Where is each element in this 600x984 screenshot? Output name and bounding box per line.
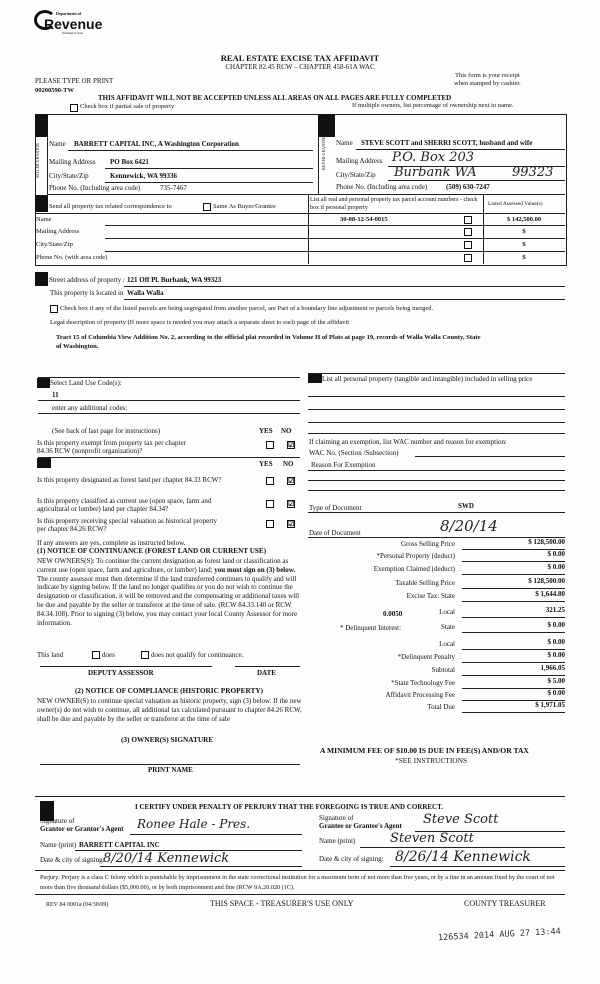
historical-yes-checkbox[interactable] — [266, 520, 274, 528]
personal-property-checkbox[interactable] — [464, 216, 472, 224]
line — [35, 894, 565, 895]
same-as-buyer-label: Same As Buyer/Grantee — [213, 203, 276, 210]
date-city-label: Date & city of signing: — [40, 856, 105, 864]
q-current-use: Is this property classified as current use (open space, farm and — [37, 497, 212, 505]
exempt-no-checkbox[interactable]: ☑ — [288, 441, 295, 449]
calc-label: *State Technology Fee — [391, 679, 455, 687]
delinquent-interest-label: * Delinquent Interest: — [340, 624, 402, 632]
name-print-label: Name (print) — [40, 841, 77, 849]
notice-compliance-text: NEW OWNER(S) to continue special valuation as historic property, sign (3) below. If the new owner(s) do not wish to continue, all additional tax calculated pursuant to chapter 84.26 RCW, shall be due and payable by the seller or transferor at the time of sale — [37, 697, 302, 723]
line — [308, 480, 565, 481]
calc-label: Exemption Claimed (deduct) — [373, 565, 455, 573]
legal-description-cont[interactable]: of Washington. — [56, 343, 99, 350]
personal-property-label: List all personal property (tangible and intangible) included in selling price — [322, 375, 533, 383]
street-address-label: Street address of property : — [49, 276, 125, 284]
assessed-value[interactable]: $ — [522, 228, 526, 235]
line — [105, 251, 308, 252]
line — [68, 150, 313, 151]
assessed-value[interactable]: $ — [522, 254, 526, 261]
line — [308, 238, 565, 239]
q-current-use-cont: agricultural or lumber) land per chapter 84.34? — [37, 505, 169, 513]
calc-label: State — [441, 623, 455, 631]
seller-side-label: SELLER GRANTOR — [35, 143, 40, 178]
grantor-print-name[interactable]: BARRETT CAPITAL INC — [79, 841, 160, 849]
form-title: REAL ESTATE EXCISE TAX AFFIDAVIT — [220, 53, 380, 63]
form-subtitle: CHAPTER 82.45 RCW – CHAPTER 458-61A WAC — [225, 63, 375, 71]
buyer-phone[interactable]: (509) 630-7247 — [446, 183, 490, 191]
line — [308, 490, 565, 491]
completion-warning: THIS AFFIDAVIT WILL NOT BE ACCEPTED UNLESS ALL AREAS ON ALL PAGES ARE FULLY COMPLETED — [98, 94, 452, 102]
assessed-value[interactable]: $ — [522, 241, 526, 248]
divider — [308, 194, 309, 264]
line — [308, 225, 565, 226]
logo-small-text: Department of — [56, 11, 81, 16]
seller-name-label: Name — [49, 140, 66, 148]
print-name-label: PRINT NAME — [148, 766, 193, 774]
perjury-notice: Perjury: Perjury is a class C felony which is punishable by imprisonment in the state correctional institution for a maximum term of not more than five years, or by a fine in an amount fixed by the court of not more than five thousand dollars ($5,000.00), or by both imprisonment and fine (RCW 9A.20.020 (1C). — [40, 874, 555, 891]
treasurer-use-label: THIS SPACE - TREASURER'S USE ONLY — [210, 899, 354, 908]
street-address[interactable]: 121 Off Pl. Burbank, WA 99323 — [127, 276, 222, 284]
doc-date-label: Date of Document — [309, 529, 361, 537]
logo-state: Washington State — [62, 31, 84, 35]
section-marker — [37, 458, 51, 468]
tax-correspondence-label: Send all property tax related correspondence to — [49, 203, 172, 210]
no-header: NO — [283, 460, 294, 468]
reason-label: Reason For Exemption — [311, 461, 376, 469]
notice-text: The county assessor must then determine if the land transferred continues to qualify and will indicate by signing below. If the land no longer qualifies or you do not wish to continue the designation or classification, it will be removed and the compensating or additional taxes will be due and payable by the seller or transferor at the time of sale. (RCW 84.33.140 or RCW 84.34.108). Prior to signing (3) below, you may contact your local County Assessor for more information. — [37, 574, 300, 627]
wac-input-line — [415, 456, 565, 457]
segregation-label: Check box if any of the listed parcels are being segregated from another parcel, are Part of a boundary line adjustment or parcels being merged. — [60, 305, 434, 312]
assessed-value-header: Listed Assessed Value(s) — [488, 201, 543, 207]
line — [105, 225, 308, 226]
located-in-label: This property is located in — [50, 289, 124, 297]
calc-line — [462, 561, 565, 562]
partial-sale-label: Check box if partial sale of property — [80, 103, 175, 110]
grantor-date-city[interactable]: 8/20/14 Kennewick — [103, 851, 230, 866]
logo-text: Revenue — [44, 16, 103, 32]
assessed-value[interactable]: $ 142,500.00 — [506, 216, 542, 223]
seller-mail[interactable]: PO Box 6421 — [110, 158, 149, 166]
line — [105, 238, 308, 239]
parcel-number[interactable]: 30-08-12-54-0015 — [340, 216, 388, 223]
notice-compliance-title: (2) NOTICE OF COMPLIANCE (HISTORIC PROPERTY) — [75, 686, 264, 695]
legal-description-label: Legal description of property (If more space is needed you may attach a separate sheet to each page of the affidavit — [50, 319, 350, 326]
local-tax-rate: 0.0050 — [383, 610, 403, 618]
calc-value[interactable]: $ 0.00 — [547, 638, 565, 646]
sig-of-label: Signature of — [40, 817, 75, 825]
calc-line — [462, 588, 565, 589]
receipt-stamp: 126534 2014 AUG 27 13:44 — [437, 926, 561, 944]
additional-codes-label[interactable]: enter any additional codes: — [52, 404, 128, 412]
grantor-signature[interactable]: Ronee Hale - Pres. — [137, 817, 251, 831]
section-marker — [318, 114, 335, 137]
buyer-zip[interactable]: 99323 — [512, 165, 554, 180]
calc-value[interactable]: $ 128,500.00 — [528, 538, 565, 546]
does-checkbox[interactable] — [92, 651, 100, 659]
line — [130, 834, 302, 835]
calc-line — [462, 574, 565, 575]
line — [38, 457, 300, 458]
form-id: 00200590-TW — [35, 87, 74, 94]
line — [40, 666, 212, 667]
line — [35, 213, 565, 214]
line — [38, 377, 300, 378]
section-marker — [35, 195, 48, 212]
line — [308, 409, 565, 410]
owner-signature-title: (3) OWNER(S) SIGNATURE — [121, 735, 214, 744]
calc-line — [462, 617, 565, 618]
line — [235, 666, 300, 667]
calc-label: Total Due — [427, 703, 455, 711]
calc-line — [462, 662, 565, 663]
this-land-label: This land — [37, 651, 64, 659]
section-marker — [35, 272, 48, 286]
personal-property-checkbox[interactable] — [464, 228, 472, 236]
line — [35, 796, 565, 797]
q-exempt: Is this property exempt from property tax per chapter — [37, 439, 186, 447]
notice-emphasis: you must sign on (3) below. — [214, 565, 296, 574]
calc-value[interactable]: $ 1,644.80 — [535, 590, 565, 598]
line — [105, 168, 313, 169]
historical-no-checkbox[interactable]: ☑ — [288, 520, 295, 528]
grantee-agent-label: Grantee or Grantee's Agent — [319, 822, 402, 830]
calc-label: Affidavit Processing Fee — [385, 691, 455, 699]
parcel-header: List all real and personal property tax parcel account numbers - check box if personal property — [310, 197, 478, 211]
legal-description[interactable]: Tract 15 of Columbia View Addition No. 2, according to the official plat recorded in Volume H of Plats at page 19, records of Walla Walla County, State — [56, 334, 481, 341]
revision-code: REV 84 0001a (04/30/09) — [46, 902, 109, 908]
calc-label: Gross Selling Price — [400, 540, 455, 548]
calc-value[interactable]: $ 0.00 — [547, 550, 565, 558]
forest-no-checkbox[interactable]: ☑ — [288, 477, 295, 485]
seller-phone[interactable]: 735-7467 — [160, 184, 187, 192]
seller-city-label: City/State/Zip — [49, 172, 89, 180]
line — [48, 194, 308, 195]
buyer-mail[interactable]: P.O. Box 203 — [392, 150, 475, 165]
line — [308, 470, 565, 471]
calc-value[interactable]: $ 0.00 — [547, 651, 565, 659]
calc-value[interactable]: $ 1,971.05 — [535, 701, 565, 709]
deputy-assessor-label: DEPUTY ASSESSOR — [88, 669, 154, 677]
line — [308, 512, 565, 513]
notice-continuance-text — [37, 557, 305, 627]
calc-label: Excise Tax: State — [406, 592, 455, 600]
county-treasurer-label: COUNTY TREASURER — [464, 899, 546, 908]
date-label: DATE — [257, 669, 276, 677]
buyer-city-label: City/State/Zip — [336, 171, 376, 179]
line — [308, 537, 565, 538]
if-yes-note: If any answers are yes, complete as instructed below. — [37, 539, 186, 547]
buyer-mail-label: Mailing Address — [336, 157, 383, 165]
type-print-note: PLEASE TYPE OR PRINT — [35, 77, 114, 85]
line — [100, 866, 302, 867]
line — [308, 422, 565, 423]
certification-title: I CERTIFY UNDER PENALTY OF PERJURY THAT THE FOREGOING IS TRUE AND CORRECT. — [135, 803, 444, 811]
does-not-checkbox[interactable] — [141, 651, 149, 659]
seller-mail-label: Mailing Address — [49, 158, 96, 166]
buyer-side-label: BUYER GRANTEE — [321, 136, 326, 170]
current-use-no-checkbox[interactable]: ☑ — [288, 500, 295, 508]
does-not-label: does not qualify for continuance. — [151, 651, 244, 659]
section-marker — [37, 378, 50, 388]
buyer-name[interactable]: STEVE SCOTT and SHERRI SCOTT, husband and wife — [361, 139, 533, 147]
line — [308, 194, 565, 195]
exemption-label: If claiming an exemption, list WAC number and reason for exemption: — [309, 438, 507, 446]
calc-line — [462, 712, 565, 713]
q-forest: Is this property designated as forest land per chapter 84.33 RCW? — [37, 476, 222, 484]
land-use-label: Select Land Use Code(s): — [50, 379, 122, 387]
section-marker — [308, 374, 322, 383]
located-in[interactable]: Walla Walla — [127, 289, 164, 297]
same-as-buyer-checkbox[interactable] — [203, 203, 211, 211]
q-exempt-cont: 84.36 RCW (nonprofit organization)? — [37, 447, 143, 455]
current-use-yes-checkbox[interactable] — [266, 500, 274, 508]
doc-date[interactable]: 8/20/14 — [440, 517, 498, 535]
line — [308, 396, 565, 397]
minimum-fee-notice: A MINIMUM FEE OF $10.00 IS DUE IN FEE(S) AND/OR TAX — [320, 746, 529, 755]
seller-name[interactable]: BARRETT CAPITAL INC, A Washington Corporation — [74, 140, 239, 148]
corr-mail-label: Mailing Address — [36, 228, 80, 235]
notice-continuance-title: (1) NOTICE OF CONTINUANCE (FOREST LAND OR CURRENT USE) — [37, 547, 267, 555]
partial-sale-checkbox[interactable] — [70, 104, 78, 112]
calc-value[interactable]: 1,966.05 — [540, 664, 565, 672]
line — [38, 400, 300, 401]
section-marker — [35, 114, 48, 137]
calc-line — [462, 675, 565, 676]
corr-city-label: City/State/Zip — [36, 241, 73, 248]
line — [38, 413, 300, 414]
calc-label: Taxable Selling Price — [395, 579, 455, 587]
line — [360, 847, 565, 848]
sig-of-label: Signature of — [319, 814, 354, 822]
calc-value[interactable]: $ 0.00 — [547, 621, 565, 629]
line — [390, 866, 565, 867]
corr-phone-label: Phone No. (with area code) — [36, 254, 108, 261]
doc-type-label: Type of Document — [309, 504, 362, 512]
buyer-name-label: Name — [336, 139, 353, 147]
calc-line — [462, 649, 565, 650]
grantor-agent-label: Grantor or Grantor's Agent — [40, 825, 124, 833]
calc-label: Local — [439, 640, 455, 648]
grantee-signature[interactable]: Steve Scott — [423, 812, 499, 827]
line — [40, 764, 300, 765]
exempt-yes-checkbox[interactable] — [266, 441, 274, 449]
calc-value[interactable]: $ 0.00 — [547, 689, 565, 697]
date-city-label: Date & city of signing: — [319, 855, 384, 863]
notice-text: NEW OWNERS(S): To continue the current designation as forest land or classification as current use (open space, farm and agriculture, or lumber) land; — [37, 557, 289, 574]
land-use-code[interactable]: 11 — [52, 391, 59, 399]
q-historical-cont: per chapter 84.26 RCW? — [37, 525, 107, 533]
line — [105, 182, 313, 183]
calc-value[interactable]: 321.25 — [545, 606, 565, 614]
receipt-note: This form is your receipt — [455, 72, 520, 79]
personal-property-checkbox[interactable] — [464, 254, 472, 262]
calc-value[interactable]: $ 5.00 — [547, 677, 565, 685]
yes-header: YES — [259, 427, 273, 435]
buyer-city[interactable]: Burbank WA — [394, 165, 477, 180]
seller-city[interactable]: Kennewick, WA 99336 — [110, 172, 177, 180]
line — [35, 870, 565, 871]
calc-line — [462, 601, 565, 602]
receipt-note-2: when stamped by cashier. — [454, 80, 521, 87]
segregation-checkbox[interactable] — [50, 305, 58, 313]
buyer-phone-label: Phone No. (Including area code) — [336, 183, 428, 191]
calc-label: Local — [439, 608, 455, 616]
line — [308, 251, 565, 252]
divider — [47, 137, 48, 195]
line — [308, 373, 565, 374]
personal-property-checkbox[interactable] — [464, 241, 472, 249]
grantee-print-name[interactable]: Steven Scott — [390, 831, 474, 846]
see-instructions: *SEE INSTRUCTIONS — [395, 756, 468, 765]
calc-value[interactable]: $ 0.00 — [547, 563, 565, 571]
calc-label: *Personal Property (deduct) — [376, 552, 455, 560]
line — [124, 299, 565, 300]
grantee-date-city[interactable]: 8/26/14 Kennewick — [395, 849, 531, 865]
line — [308, 433, 565, 434]
doc-type[interactable]: SWD — [458, 502, 474, 510]
seller-phone-label: Phone No. (Including area code) — [49, 184, 141, 192]
line — [124, 286, 565, 287]
line — [388, 180, 565, 181]
wac-label: WAC No. (Section /Subsection) — [309, 449, 399, 457]
calc-value[interactable]: $ 128,500.00 — [528, 577, 565, 585]
instructions-note: (See back of last page for instructions) — [52, 427, 161, 435]
yes-header: YES — [259, 460, 273, 468]
multiple-owners-note: If multiple owners, list percentage of ownership next to name. — [352, 102, 514, 109]
calc-line — [462, 632, 565, 633]
name-print-label: Name (print) — [319, 837, 356, 845]
q-historical: Is this property receiving special valuation as historical property — [37, 517, 218, 525]
calc-label: Subtotal — [431, 666, 455, 674]
no-header: NO — [281, 427, 292, 435]
does-label: does — [102, 651, 115, 659]
forest-yes-checkbox[interactable] — [266, 477, 274, 485]
corr-name-label: Name — [36, 216, 52, 223]
calc-label: *Delinquent Penalty — [397, 653, 455, 661]
